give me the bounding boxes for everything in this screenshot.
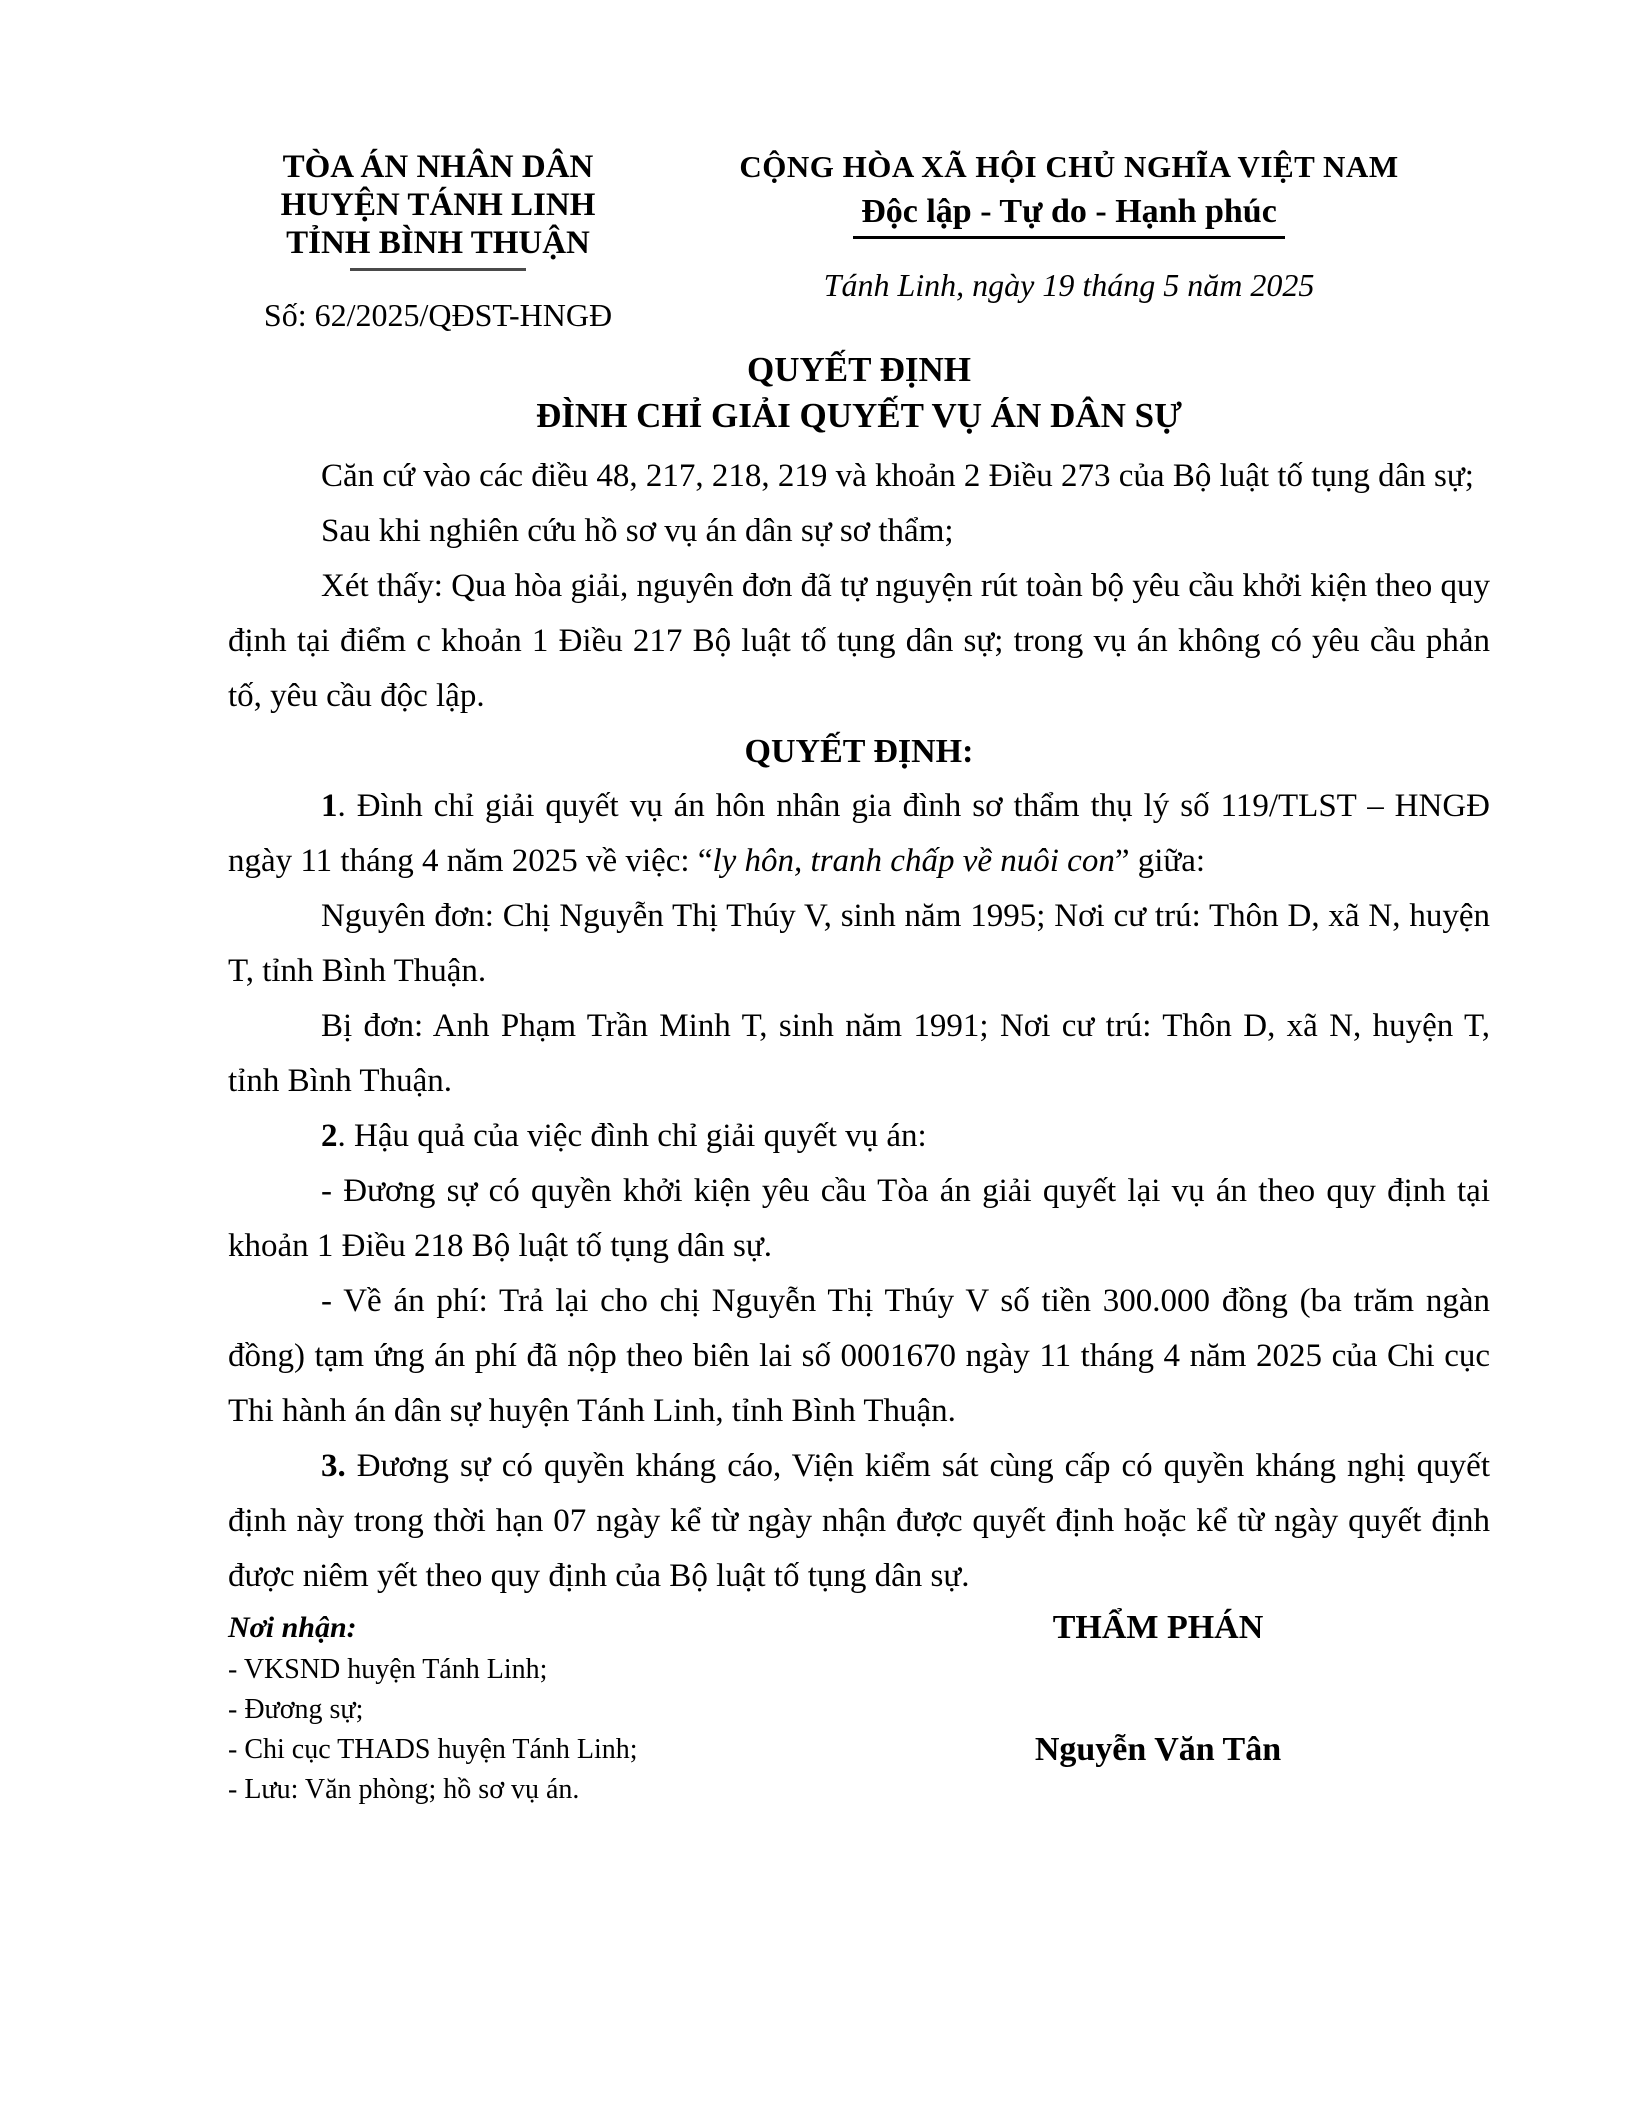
document-title	[228, 347, 1490, 439]
document-footer	[228, 1606, 1490, 1810]
recipient-item: - Chi cục THADS huyện Tánh Linh;	[228, 1734, 638, 1765]
text-segment: - Đương sự có quyền khởi kiện yêu cầu Tòa án giải quyết lại vụ án theo quy định tại khoản 1 Điều 218 Bộ luật tố tụng dân sự.	[228, 1173, 1490, 1264]
text-segment: Xét thấy: Qua hòa giải, nguyên đơn đã tự nguyện rút toàn bộ yêu cầu khởi kiện theo quy định tại điểm c khoản 1 Điều 217 Bộ luật tố tụng dân sự; trong vụ án không có yêu cầu phản tố, yêu cầu độc lập.	[228, 568, 1490, 714]
body-paragraph	[228, 504, 1490, 559]
body-paragraph	[228, 999, 1490, 1109]
body-paragraph	[228, 1109, 1490, 1164]
text-segment: - Về án phí: Trả lại cho chị Nguyễn Thị Thúy V số tiền 300.000 đồng (ba trăm ngàn đồng) tạm ứng án phí đã nộp theo biên lai số 0001670 ngày 11 tháng 4 năm 2025 của Chi cục Thi hành án dân sự huyện Tánh Linh, tỉnh Bình Thuận.	[228, 1283, 1490, 1429]
text-segment: Đương sự có quyền kháng cáo, Viện kiểm sát cùng cấp có quyền kháng nghị quyết định này trong thời hạn 07 ngày kể từ ngày nhận được quyết định hoặc kể từ ngày quyết định được niêm yết theo quy định của Bộ luật tố tụng dân sự.	[228, 1448, 1490, 1594]
body-paragraph	[228, 889, 1490, 999]
signer-name: Nguyễn Văn Tân	[1034, 1731, 1282, 1768]
text-segment: Bị đơn: Anh Phạm Trần Minh T, sinh năm 1991; Nơi cư trú: Thôn D, xã N, huyện T, tỉnh Bình Thuận.	[228, 1008, 1490, 1099]
court-name-line1: TÒA ÁN NHÂN DÂN	[282, 149, 594, 185]
body-paragraph	[228, 1439, 1490, 1604]
issuing-court-block	[228, 148, 648, 335]
text-segment: Sau khi nghiên cứu hồ sơ vụ án dân sự sơ thẩm;	[321, 513, 954, 549]
text-segment: ” giữa:	[1114, 843, 1206, 879]
text-segment: ly hôn, tranh chấp về nuôi con	[712, 843, 1115, 879]
document-header	[228, 148, 1490, 335]
nation-motto: Độc lập - Tự do - Hạnh phúc	[853, 192, 1285, 239]
document-body	[228, 449, 1490, 1604]
recipients-block	[228, 1606, 878, 1810]
court-name-line3: TỈNH BÌNH THUẬN	[286, 225, 590, 261]
body-paragraph	[228, 1164, 1490, 1274]
text-segment: QUYẾT ĐỊNH:	[744, 733, 974, 770]
text-segment: 3.	[321, 1448, 346, 1484]
recipient-item: - Lưu: Văn phòng; hồ sơ vụ án.	[228, 1774, 580, 1805]
text-segment: Căn cứ vào các điều 48, 217, 218, 219 và khoản 2 Điều 273 của Bộ luật tố tụng dân sự;	[321, 458, 1474, 494]
recipient-item: - VKSND huyện Tánh Linh;	[228, 1654, 548, 1685]
body-paragraph	[228, 559, 1490, 724]
text-segment: . Đình chỉ giải quyết vụ án hôn nhân gia đình sơ thẩm thụ lý số 119/TLST – HNGĐ ngày 11 tháng 4 năm 2025 về việc: “	[228, 788, 1490, 879]
text-segment: . Hậu quả của việc đình chỉ giải quyết vụ án:	[337, 1118, 927, 1154]
text-segment: Nguyên đơn: Chị Nguyễn Thị Thúy V, sinh năm 1995; Nơi cư trú: Thôn D, xã N, huyện T, tỉnh Bình Thuận.	[228, 898, 1490, 989]
court-name-line2: HUYỆN TÁNH LINH	[280, 187, 596, 223]
recipient-item: - Đương sự;	[228, 1694, 364, 1725]
text-segment: 2	[321, 1118, 338, 1154]
section-heading	[228, 724, 1490, 779]
signature-block	[878, 1606, 1438, 1772]
national-motto-block	[648, 148, 1490, 305]
body-paragraph	[228, 779, 1490, 889]
body-paragraph	[228, 449, 1490, 504]
nation-title: CỘNG HÒA XÃ HỘI CHỦ NGHĨA VIỆT NAM	[739, 149, 1399, 184]
text-segment: 1	[321, 788, 338, 824]
document-number: Số: 62/2025/QĐST-HNGĐ	[263, 297, 613, 333]
signer-role: THẨM PHÁN	[1052, 1609, 1264, 1646]
body-paragraph	[228, 1274, 1490, 1439]
recipients-label: Nơi nhận:	[228, 1611, 357, 1644]
issue-place-date: Tánh Linh, ngày 19 tháng 5 năm 2025	[823, 267, 1315, 303]
court-block-divider	[350, 268, 526, 271]
document-title-line1: QUYẾT ĐỊNH	[747, 350, 971, 389]
document-title-line2: ĐÌNH CHỈ GIẢI QUYẾT VỤ ÁN DÂN SỰ	[536, 396, 1182, 435]
